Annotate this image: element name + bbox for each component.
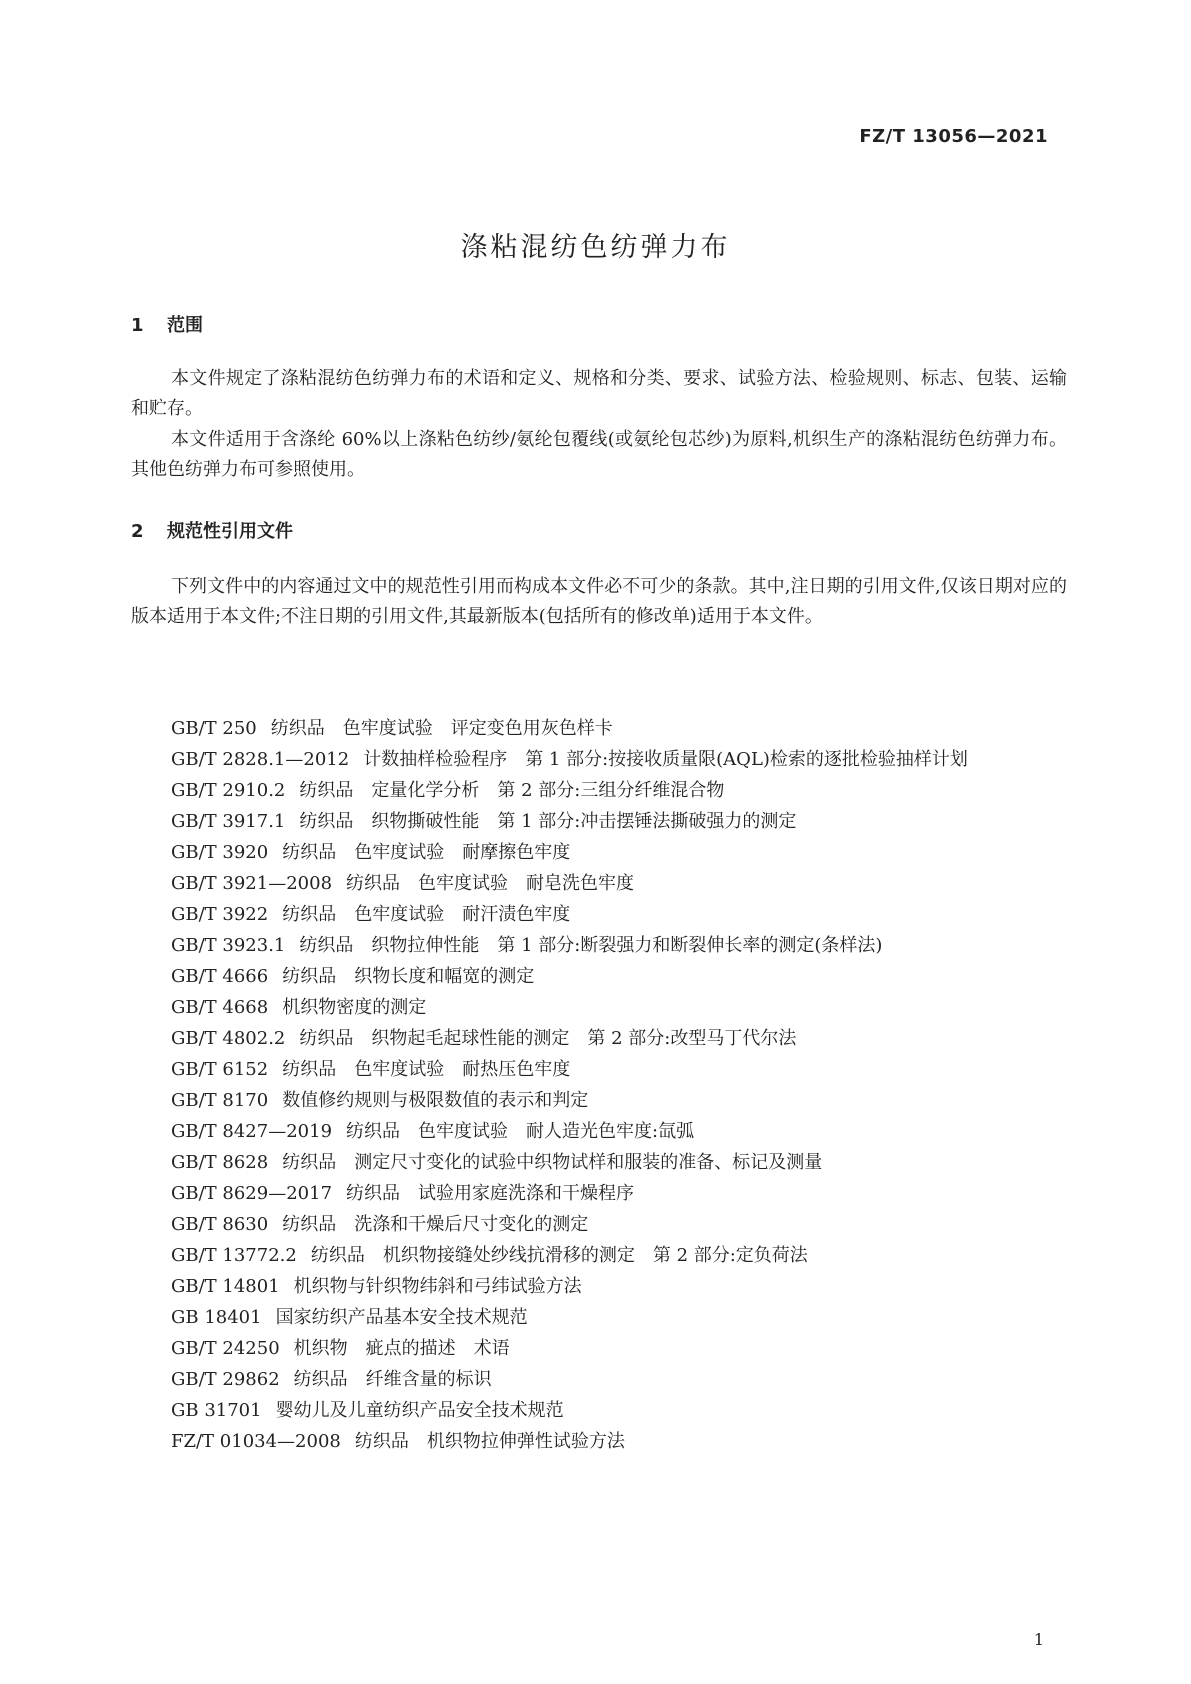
reference-title: 纺织品 织物长度和幅宽的测定 [282,966,535,987]
reference-code: GB/T 14801 [171,1276,280,1297]
reference-item [131,806,1067,837]
reference-title: 纺织品 色牢度试验 评定变色用灰色样卡 [270,718,613,739]
reference-code: GB/T 3922 [171,904,269,925]
reference-item [131,1395,1067,1426]
reference-title: 纺织品 色牢度试验 耐摩擦色牢度 [282,842,571,863]
reference-code: GB/T 8629—2017 [171,1183,333,1204]
reference-item [131,930,1067,961]
reference-item [131,1116,1067,1147]
reference-title: 纺织品 测定尺寸变化的试验中织物试样和服装的准备、标记及测量 [282,1152,823,1173]
reference-code: GB/T 2828.1—2012 [171,749,350,770]
section-number: 2 [131,521,144,542]
reference-title: 国家纺织产品基本安全技术规范 [275,1307,528,1328]
reference-title: 纺织品 机织物拉伸弹性试验方法 [354,1431,625,1452]
section-title: 范围 [167,315,203,336]
reference-code: GB/T 250 [171,718,257,739]
section-1-heading [131,311,203,337]
section-number: 1 [131,315,144,336]
reference-code: GB/T 3921—2008 [171,873,333,894]
reference-title: 数值修约规则与极限数值的表示和判定 [282,1090,589,1111]
reference-code: GB/T 8628 [171,1152,269,1173]
reference-item [131,1302,1067,1333]
reference-title: 机织物 疵点的描述 术语 [293,1338,510,1359]
reference-title: 机织物与针织物纬斜和弓纬试验方法 [293,1276,582,1297]
reference-item [131,1023,1067,1054]
reference-title: 婴幼儿及儿童纺织产品安全技术规范 [275,1400,564,1421]
standard-code: FZ/T 13056—2021 [859,126,1048,147]
reference-title: 机织物密度的测定 [282,997,427,1018]
reference-code: FZ/T 01034—2008 [171,1431,341,1452]
reference-title: 纺织品 洗涤和干燥后尺寸变化的测定 [282,1214,589,1235]
reference-code: GB/T 29862 [171,1369,280,1390]
reference-code: GB/T 2910.2 [171,780,286,801]
scope-paragraph-1: 本文件规定了涤粘混纺色纺弹力布的术语和定义、规格和分类、要求、试验方法、检验规则、标志、包装、运输和贮存。 [131,368,1067,419]
reference-item [131,1178,1067,1209]
reference-code: GB/T 6152 [171,1059,269,1080]
reference-code: GB/T 13772.2 [171,1245,297,1266]
reference-item [131,1240,1067,1271]
reference-code: GB/T 8427—2019 [171,1121,333,1142]
reference-code: GB 31701 [171,1400,262,1421]
reference-title: 纺织品 色牢度试验 耐人造光色牢度:氙弧 [346,1121,695,1142]
reference-item [131,1364,1067,1395]
reference-item [131,899,1067,930]
reference-item [131,744,1067,775]
reference-title: 纺织品 定量化学分析 第 2 部分:三组分纤维混合物 [299,780,725,801]
reference-title: 纺织品 纤维含量的标识 [293,1369,492,1390]
references-intro-paragraph: 下列文件中的内容通过文中的规范性引用而构成本文件必不可少的条款。其中,注日期的引用文件,仅该日期对应的版本适用于本文件;不注日期的引用文件,其最新版本(包括所有的修改单)适用于本文件。 [131,576,1067,627]
reference-title: 纺织品 织物拉伸性能 第 1 部分:断裂强力和断裂伸长率的测定(条样法) [299,935,883,956]
normative-references-list [131,713,1067,1457]
reference-code: GB 18401 [171,1307,262,1328]
reference-item [131,1333,1067,1364]
reference-title: 纺织品 织物起毛起球性能的测定 第 2 部分:改型马丁代尔法 [299,1028,797,1049]
reference-code: GB/T 4668 [171,997,269,1018]
scope-paragraph-2: 本文件适用于含涤纶 60%以上涤粘色纺纱/氨纶包覆线(或氨纶包芯纱)为原料,机织生产的涤粘混纺色纺弹力布。其他色纺弹力布可参照使用。 [131,429,1067,480]
reference-item [131,837,1067,868]
section-title: 规范性引用文件 [167,521,293,542]
document-title: 涤粘混纺色纺弹力布 [460,232,731,263]
reference-item [131,1209,1067,1240]
reference-title: 纺织品 色牢度试验 耐汗渍色牢度 [282,904,571,925]
reference-item [131,1085,1067,1116]
reference-code: GB/T 4802.2 [171,1028,286,1049]
reference-title: 纺织品 机织物接缝处纱线抗滑移的测定 第 2 部分:定负荷法 [310,1245,808,1266]
reference-item [131,713,1067,744]
reference-code: GB/T 3917.1 [171,811,286,832]
reference-code: GB/T 8630 [171,1214,269,1235]
reference-code: GB/T 3923.1 [171,935,286,956]
reference-title: 计数抽样检验程序 第 1 部分:按接收质量限(AQL)检索的逐批检验抽样计划 [363,749,968,770]
reference-title: 纺织品 织物撕破性能 第 1 部分:冲击摆锤法撕破强力的测定 [299,811,797,832]
reference-item [131,1426,1067,1457]
reference-title: 纺织品 试验用家庭洗涤和干燥程序 [346,1183,635,1204]
reference-code: GB/T 3920 [171,842,269,863]
reference-item [131,868,1067,899]
reference-title: 纺织品 色牢度试验 耐皂洗色牢度 [346,873,635,894]
reference-item [131,961,1067,992]
reference-title: 纺织品 色牢度试验 耐热压色牢度 [282,1059,571,1080]
reference-item [131,992,1067,1023]
reference-item [131,1054,1067,1085]
reference-item [131,1147,1067,1178]
section-2-heading [131,517,293,543]
reference-item [131,1271,1067,1302]
reference-item [131,775,1067,806]
page-number: 1 [1033,1630,1044,1649]
reference-code: GB/T 4666 [171,966,269,987]
reference-code: GB/T 8170 [171,1090,269,1111]
reference-code: GB/T 24250 [171,1338,280,1359]
